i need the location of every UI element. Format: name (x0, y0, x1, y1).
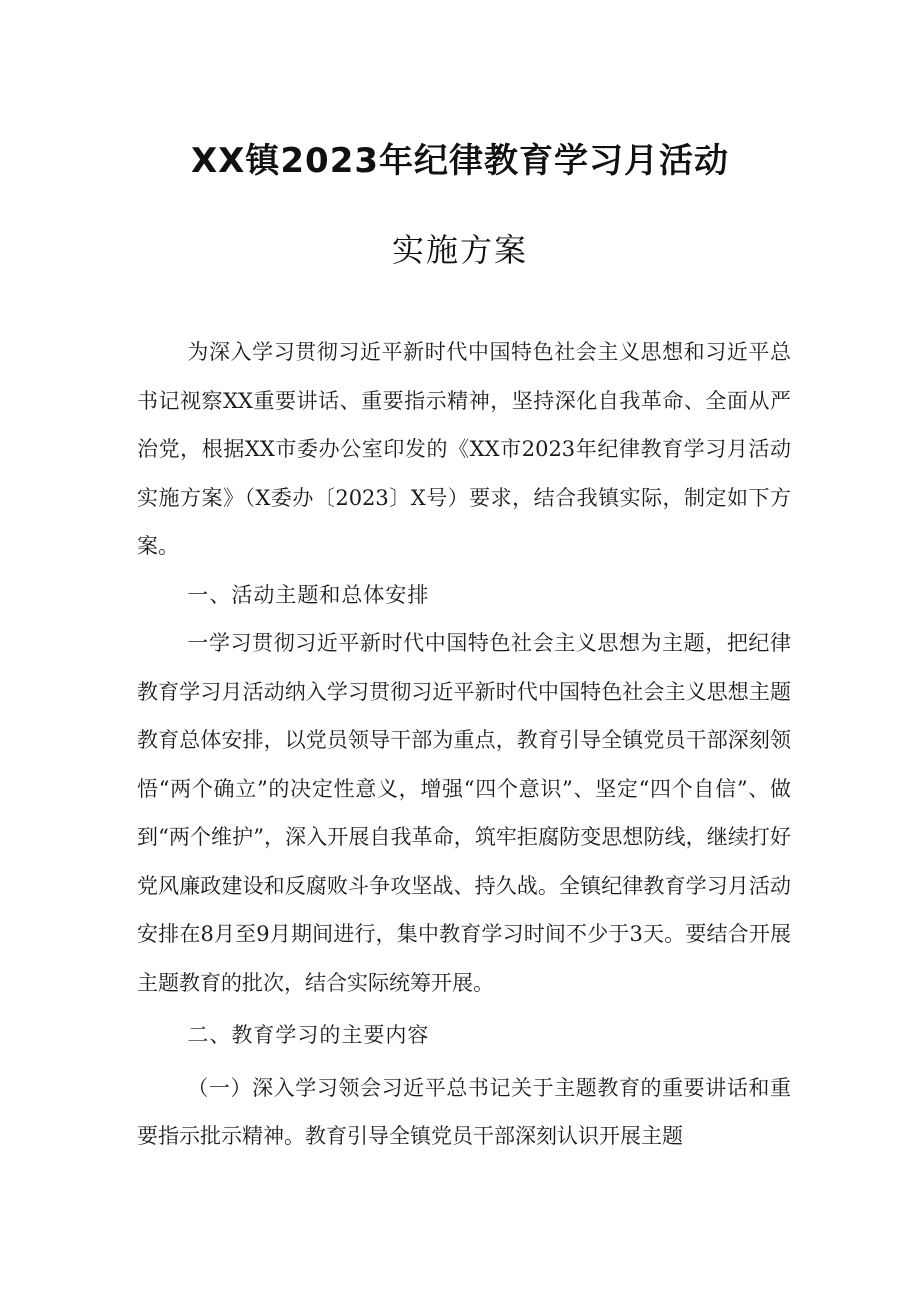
section-1-paragraph: 一学习贯彻习近平新时代中国特色社会主义思想为主题，把纪律教育学习月活动纳入学习贯彻习近平新时代中国特色社会主义思想主题教育总体安排，以党员领导干部为重点，教育引导全镇党员干部深刻领悟“两个确立”的决定性意义，增强“四个意识”、坚定“四个自信”、做到“两个维护”，深入开展自我革命，筑牢拒腐防变思想防线，继续打好党风廉政建设和反腐败斗争攻坚战、持久战。全镇纪律教育学习月活动安排在8月至9月期间进行，集中教育学习时间不少于3天。要结合开展主题教育的批次，结合实际统筹开展。 (137, 631, 791, 995)
document-body (137, 328, 791, 1161)
document-title: XX镇2023年纪律教育学习月活动 (190, 141, 730, 181)
document-subtitle: 实施方案 (391, 231, 528, 269)
section-heading-2: 二、教育学习的主要内容 (187, 1023, 430, 1047)
section-heading-1: 一、活动主题和总体安排 (187, 582, 430, 607)
section-2-subsection-1: （一）深入学习领会习近平总书记关于主题教育的重要讲话和重要指示批示精神。教育引导全镇党员干部深刻认识开展主题 (137, 1075, 791, 1148)
intro-paragraph: 为深入学习贯彻习近平新时代中国特色社会主义思想和习近平总书记视察XX重要讲话、重要指示精神，坚持深化自我革命、全面从严治党，根据XX市委办公室印发的《XX市2023年纪律教育学习月活动实施方案》（X委办〔2023〕X号）要求，结合我镇实际，制定如下方案。 (137, 340, 791, 558)
